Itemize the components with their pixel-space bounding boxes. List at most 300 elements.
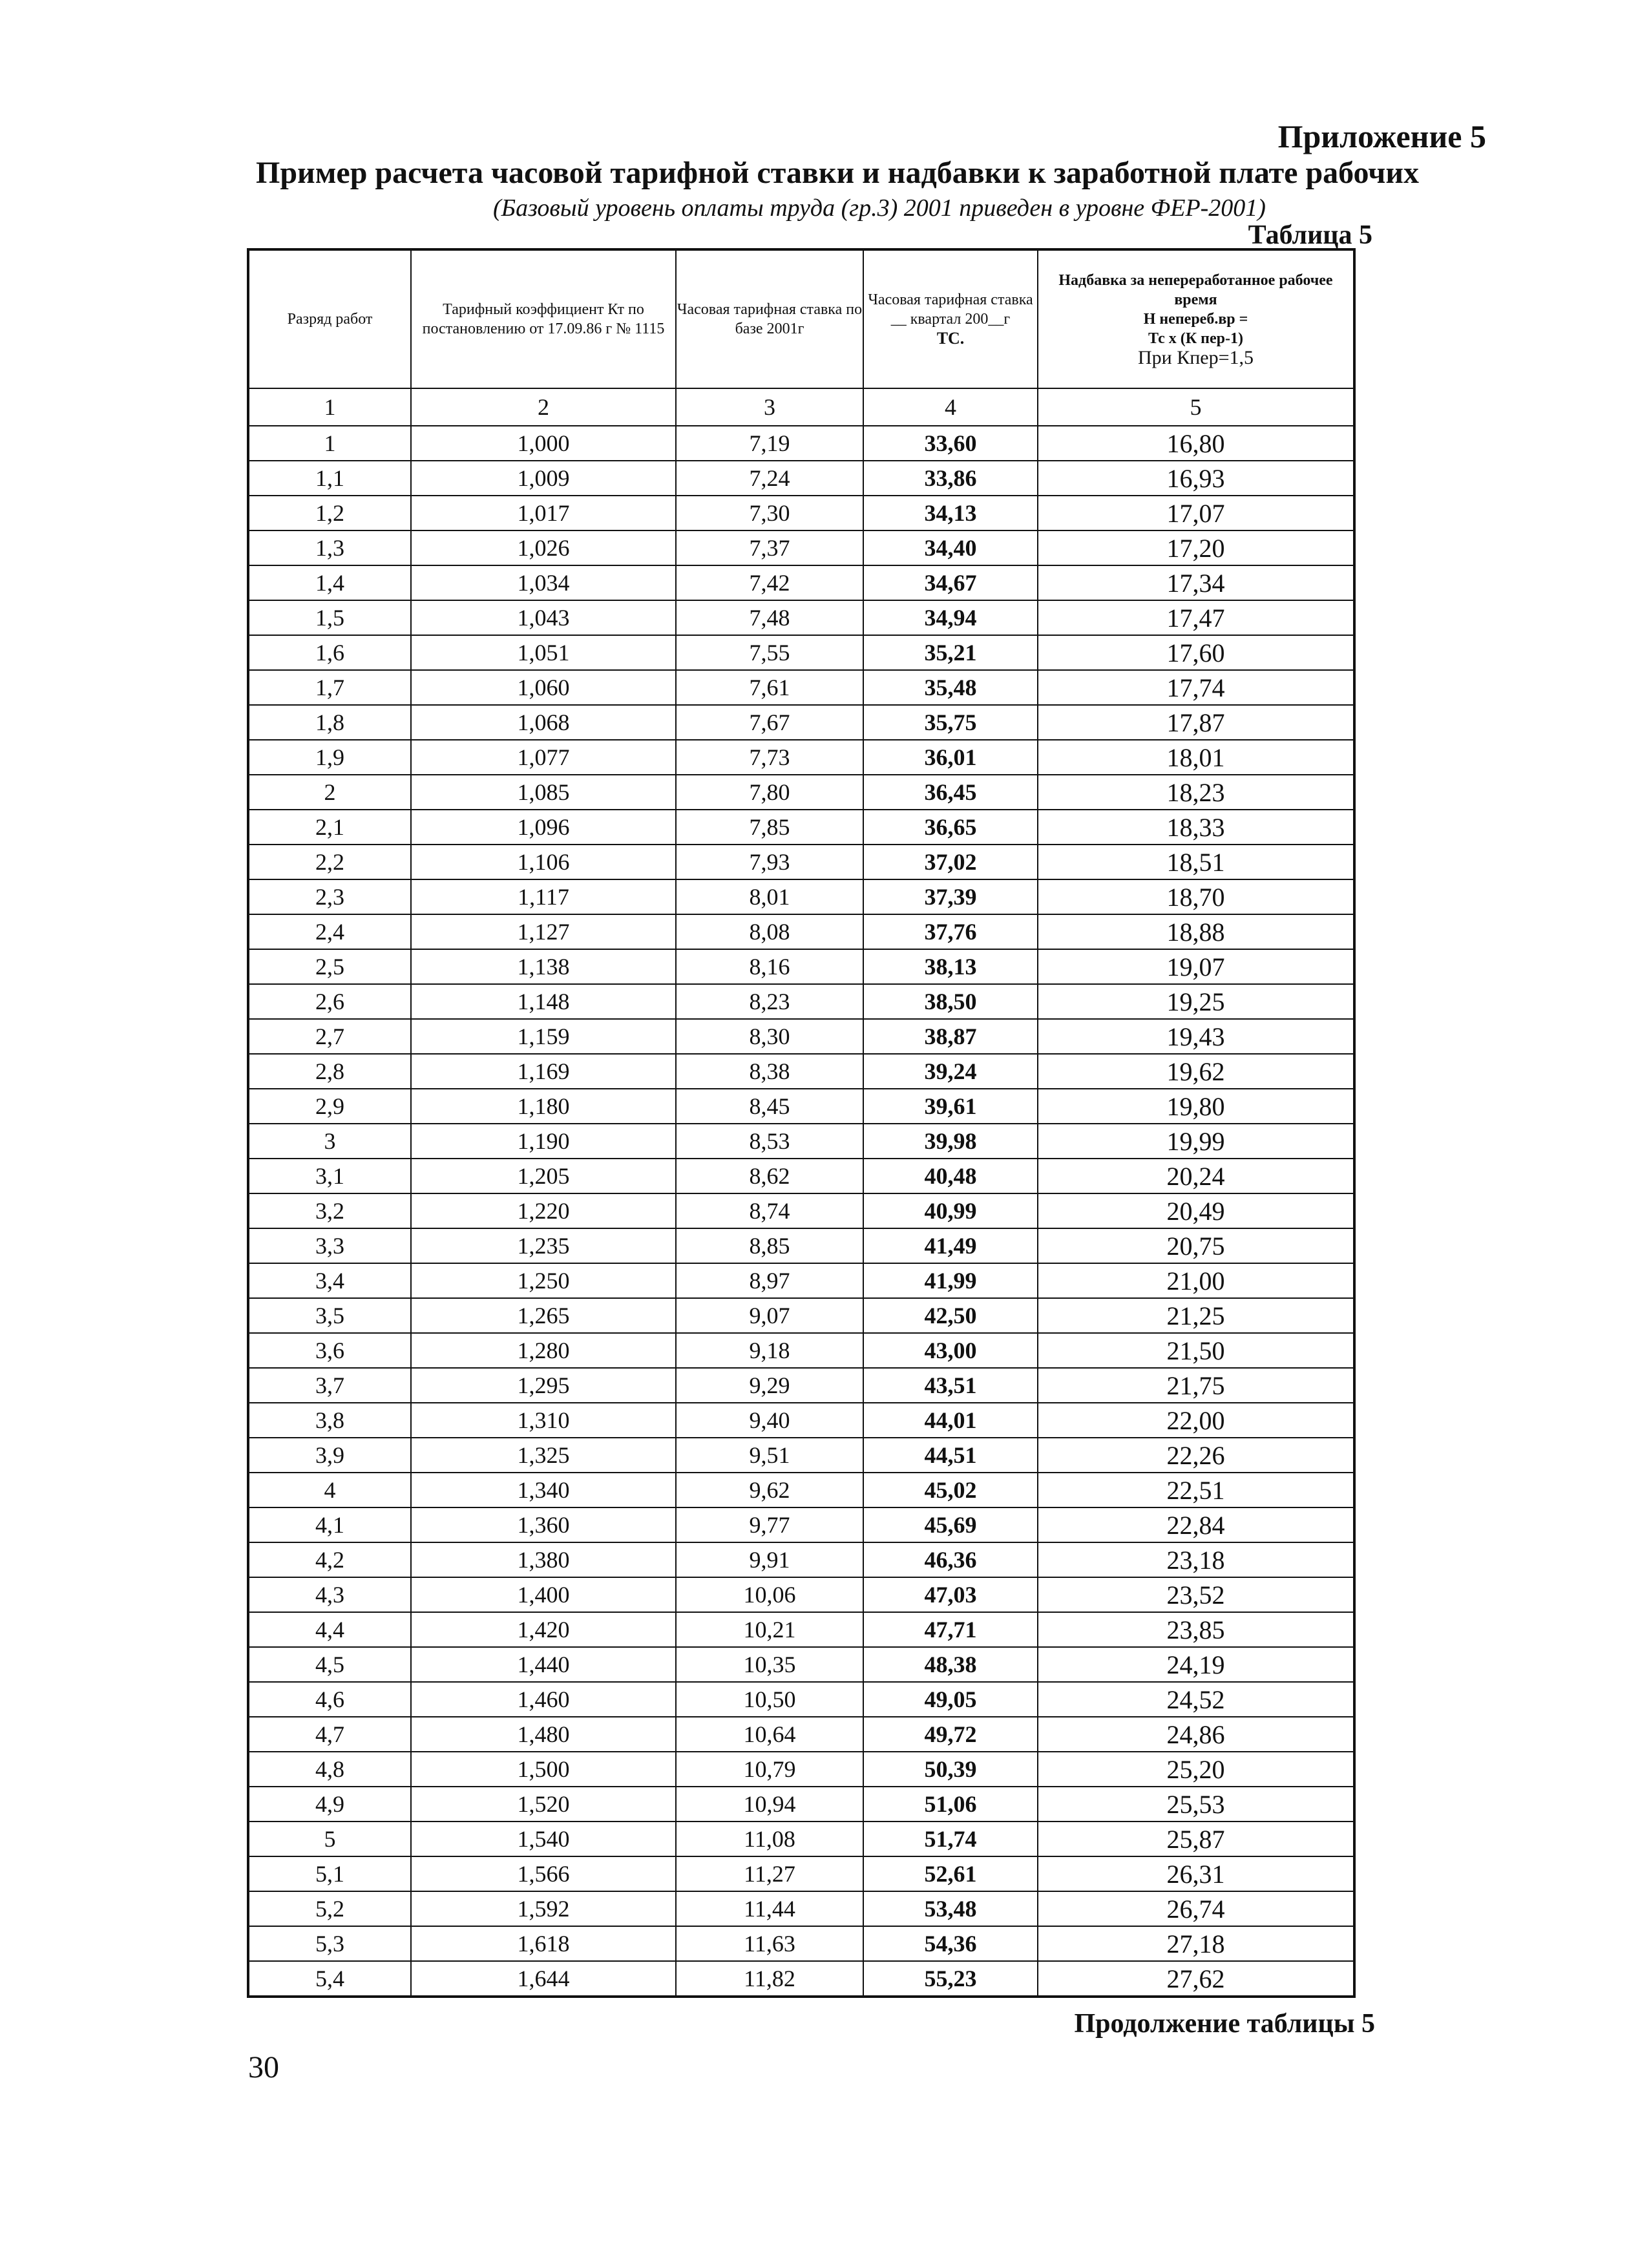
cell-grade: 3,6 <box>248 1333 411 1368</box>
cell-current-rate: 47,03 <box>863 1577 1038 1612</box>
cell-coefficient: 1,017 <box>411 496 676 530</box>
cell-coefficient: 1,043 <box>411 600 676 635</box>
cell-base-rate: 9,91 <box>676 1542 863 1577</box>
cell-current-rate: 38,13 <box>863 949 1038 984</box>
cell-base-rate: 7,19 <box>676 426 863 461</box>
cell-grade: 1,6 <box>248 635 411 670</box>
continuation-note: Продолжение таблицы 5 <box>1074 2009 1375 2039</box>
cell-allowance: 24,86 <box>1038 1717 1354 1752</box>
cell-coefficient: 1,250 <box>411 1263 676 1298</box>
cell-allowance: 16,80 <box>1038 426 1354 461</box>
cell-coefficient: 1,310 <box>411 1403 676 1438</box>
cell-base-rate: 9,40 <box>676 1403 863 1438</box>
cell-coefficient: 1,051 <box>411 635 676 670</box>
cell-current-rate: 38,50 <box>863 984 1038 1019</box>
table-row <box>248 1926 1354 1961</box>
cell-coefficient: 1,205 <box>411 1159 676 1193</box>
cell-coefficient: 1,644 <box>411 1961 676 1997</box>
column-number: 3 <box>676 388 863 426</box>
table-row <box>248 1717 1354 1752</box>
cell-grade: 2,2 <box>248 845 411 879</box>
cell-allowance: 24,52 <box>1038 1682 1354 1717</box>
cell-allowance: 23,52 <box>1038 1577 1354 1612</box>
cell-base-rate: 8,97 <box>676 1263 863 1298</box>
cell-base-rate: 10,06 <box>676 1577 863 1612</box>
cell-base-rate: 11,82 <box>676 1961 863 1997</box>
table-row <box>248 1438 1354 1473</box>
cell-current-rate: 39,61 <box>863 1089 1038 1124</box>
cell-coefficient: 1,592 <box>411 1891 676 1926</box>
cell-base-rate: 7,30 <box>676 496 863 530</box>
cell-coefficient: 1,265 <box>411 1298 676 1333</box>
cell-grade: 3,2 <box>248 1193 411 1228</box>
cell-current-rate: 36,01 <box>863 740 1038 775</box>
header-coefficient <box>411 249 676 388</box>
table-row <box>248 775 1354 810</box>
table-row <box>248 1822 1354 1856</box>
table-row <box>248 845 1354 879</box>
table-row <box>248 949 1354 984</box>
table-row <box>248 670 1354 705</box>
cell-grade: 4,9 <box>248 1787 411 1822</box>
cell-coefficient: 1,068 <box>411 705 676 740</box>
cell-grade: 3,8 <box>248 1403 411 1438</box>
cell-allowance: 17,60 <box>1038 635 1354 670</box>
cell-base-rate: 8,16 <box>676 949 863 984</box>
cell-allowance: 22,51 <box>1038 1473 1354 1507</box>
cell-allowance: 20,75 <box>1038 1228 1354 1263</box>
cell-coefficient: 1,096 <box>411 810 676 845</box>
cell-allowance: 27,18 <box>1038 1926 1354 1961</box>
cell-current-rate: 34,94 <box>863 600 1038 635</box>
cell-grade: 2,8 <box>248 1054 411 1089</box>
cell-allowance: 20,24 <box>1038 1159 1354 1193</box>
cell-allowance: 22,00 <box>1038 1403 1354 1438</box>
table-row <box>248 530 1354 565</box>
cell-current-rate: 40,48 <box>863 1159 1038 1193</box>
cell-coefficient: 1,077 <box>411 740 676 775</box>
cell-base-rate: 7,42 <box>676 565 863 600</box>
cell-grade: 5,4 <box>248 1961 411 1997</box>
table-row <box>248 1542 1354 1577</box>
cell-coefficient: 1,400 <box>411 1577 676 1612</box>
table-row <box>248 1612 1354 1647</box>
header-base-rate <box>676 249 863 388</box>
cell-current-rate: 41,99 <box>863 1263 1038 1298</box>
cell-allowance: 19,80 <box>1038 1089 1354 1124</box>
cell-base-rate: 9,77 <box>676 1507 863 1542</box>
cell-current-rate: 49,72 <box>863 1717 1038 1752</box>
table-row <box>248 1333 1354 1368</box>
header-current-rate <box>863 249 1038 388</box>
cell-coefficient: 1,280 <box>411 1333 676 1368</box>
cell-current-rate: 44,01 <box>863 1403 1038 1438</box>
cell-grade: 2,3 <box>248 879 411 914</box>
cell-grade: 3,3 <box>248 1228 411 1263</box>
cell-coefficient: 1,106 <box>411 845 676 879</box>
cell-allowance: 25,53 <box>1038 1787 1354 1822</box>
cell-coefficient: 1,180 <box>411 1089 676 1124</box>
cell-base-rate: 11,08 <box>676 1822 863 1856</box>
cell-coefficient: 1,520 <box>411 1787 676 1822</box>
page-title: Пример расчета часовой тарифной ставки и надбавки к заработной плате рабочих <box>256 156 1419 190</box>
table-row <box>248 810 1354 845</box>
cell-allowance: 23,85 <box>1038 1612 1354 1647</box>
cell-allowance: 25,20 <box>1038 1752 1354 1787</box>
cell-current-rate: 43,51 <box>863 1368 1038 1403</box>
cell-allowance: 17,47 <box>1038 600 1354 635</box>
cell-current-rate: 39,98 <box>863 1124 1038 1159</box>
cell-base-rate: 8,62 <box>676 1159 863 1193</box>
cell-grade: 4 <box>248 1473 411 1507</box>
cell-coefficient: 1,480 <box>411 1717 676 1752</box>
cell-allowance: 17,34 <box>1038 565 1354 600</box>
cell-grade: 5,2 <box>248 1891 411 1926</box>
cell-allowance: 18,70 <box>1038 879 1354 914</box>
table-row <box>248 1752 1354 1787</box>
cell-base-rate: 10,35 <box>676 1647 863 1682</box>
cell-grade: 5,1 <box>248 1856 411 1891</box>
cell-current-rate: 40,99 <box>863 1193 1038 1228</box>
cell-base-rate: 11,63 <box>676 1926 863 1961</box>
cell-current-rate: 36,45 <box>863 775 1038 810</box>
cell-base-rate: 10,50 <box>676 1682 863 1717</box>
cell-allowance: 20,49 <box>1038 1193 1354 1228</box>
cell-coefficient: 1,380 <box>411 1542 676 1577</box>
cell-current-rate: 45,02 <box>863 1473 1038 1507</box>
cell-base-rate: 7,37 <box>676 530 863 565</box>
header-current-rate-sub: ТС. <box>936 329 965 348</box>
cell-allowance: 21,75 <box>1038 1368 1354 1403</box>
cell-coefficient: 1,159 <box>411 1019 676 1054</box>
cell-coefficient: 1,127 <box>411 914 676 949</box>
table-header <box>248 249 1354 426</box>
table-label: Таблица 5 <box>1248 220 1372 250</box>
cell-coefficient: 1,235 <box>411 1228 676 1263</box>
cell-current-rate: 37,76 <box>863 914 1038 949</box>
cell-base-rate: 7,61 <box>676 670 863 705</box>
cell-grade: 4,6 <box>248 1682 411 1717</box>
table-row <box>248 461 1354 496</box>
cell-grade: 1,7 <box>248 670 411 705</box>
cell-base-rate: 7,85 <box>676 810 863 845</box>
table-row <box>248 1298 1354 1333</box>
column-number-row <box>248 388 1354 426</box>
table-row <box>248 1159 1354 1193</box>
column-number: 2 <box>411 388 676 426</box>
cell-base-rate: 9,18 <box>676 1333 863 1368</box>
cell-coefficient: 1,138 <box>411 949 676 984</box>
cell-current-rate: 39,24 <box>863 1054 1038 1089</box>
cell-grade: 2,7 <box>248 1019 411 1054</box>
cell-base-rate: 7,48 <box>676 600 863 635</box>
cell-grade: 2,1 <box>248 810 411 845</box>
cell-base-rate: 8,85 <box>676 1228 863 1263</box>
cell-allowance: 18,01 <box>1038 740 1354 775</box>
cell-coefficient: 1,190 <box>411 1124 676 1159</box>
table-row <box>248 740 1354 775</box>
table-row <box>248 1019 1354 1054</box>
cell-grade: 4,4 <box>248 1612 411 1647</box>
cell-allowance: 26,31 <box>1038 1856 1354 1891</box>
table-row <box>248 565 1354 600</box>
header-base-rate-label: Часовая тарифная ставка по базе 2001г <box>677 301 863 337</box>
cell-current-rate: 55,23 <box>863 1961 1038 1997</box>
cell-current-rate: 34,13 <box>863 496 1038 530</box>
cell-coefficient: 1,034 <box>411 565 676 600</box>
page-number: 30 <box>248 2050 279 2084</box>
cell-coefficient: 1,117 <box>411 879 676 914</box>
tariff-table <box>247 248 1356 1998</box>
cell-grade: 3 <box>248 1124 411 1159</box>
cell-allowance: 19,99 <box>1038 1124 1354 1159</box>
cell-coefficient: 1,148 <box>411 984 676 1019</box>
table-row <box>248 1124 1354 1159</box>
column-number: 5 <box>1038 388 1354 426</box>
cell-allowance: 17,74 <box>1038 670 1354 705</box>
cell-base-rate: 8,45 <box>676 1089 863 1124</box>
cell-coefficient: 1,000 <box>411 426 676 461</box>
cell-base-rate: 9,62 <box>676 1473 863 1507</box>
cell-grade: 4,3 <box>248 1577 411 1612</box>
cell-coefficient: 1,009 <box>411 461 676 496</box>
cell-coefficient: 1,540 <box>411 1822 676 1856</box>
table-row <box>248 1787 1354 1822</box>
table-row <box>248 1228 1354 1263</box>
table-row <box>248 1891 1354 1926</box>
table-row <box>248 635 1354 670</box>
cell-grade: 1,9 <box>248 740 411 775</box>
cell-grade: 3,1 <box>248 1159 411 1193</box>
cell-allowance: 25,87 <box>1038 1822 1354 1856</box>
cell-coefficient: 1,360 <box>411 1507 676 1542</box>
cell-current-rate: 34,67 <box>863 565 1038 600</box>
cell-grade: 1,4 <box>248 565 411 600</box>
cell-current-rate: 37,39 <box>863 879 1038 914</box>
cell-coefficient: 1,566 <box>411 1856 676 1891</box>
column-number: 4 <box>863 388 1038 426</box>
cell-base-rate: 9,29 <box>676 1368 863 1403</box>
cell-current-rate: 49,05 <box>863 1682 1038 1717</box>
cell-allowance: 19,07 <box>1038 949 1354 984</box>
header-allowance-formula-1: Н непереб.вр = <box>1143 311 1248 328</box>
cell-current-rate: 33,86 <box>863 461 1038 496</box>
header-grade <box>248 249 411 388</box>
cell-current-rate: 46,36 <box>863 1542 1038 1577</box>
cell-base-rate: 10,94 <box>676 1787 863 1822</box>
cell-allowance: 19,62 <box>1038 1054 1354 1089</box>
cell-base-rate: 7,55 <box>676 635 863 670</box>
cell-grade: 5,3 <box>248 1926 411 1961</box>
cell-grade: 4,5 <box>248 1647 411 1682</box>
cell-grade: 2,5 <box>248 949 411 984</box>
cell-current-rate: 54,36 <box>863 1926 1038 1961</box>
cell-allowance: 17,07 <box>1038 496 1354 530</box>
cell-allowance: 18,88 <box>1038 914 1354 949</box>
cell-allowance: 19,43 <box>1038 1019 1354 1054</box>
cell-grade: 1,3 <box>248 530 411 565</box>
cell-current-rate: 38,87 <box>863 1019 1038 1054</box>
cell-coefficient: 1,500 <box>411 1752 676 1787</box>
table-row <box>248 1473 1354 1507</box>
cell-grade: 3,7 <box>248 1368 411 1403</box>
cell-current-rate: 52,61 <box>863 1856 1038 1891</box>
cell-allowance: 26,74 <box>1038 1891 1354 1926</box>
cell-allowance: 18,33 <box>1038 810 1354 845</box>
table-row <box>248 1577 1354 1612</box>
header-allowance-formula-2: Тс х (К пер-1) <box>1148 330 1243 347</box>
cell-coefficient: 1,085 <box>411 775 676 810</box>
cell-base-rate: 8,08 <box>676 914 863 949</box>
table-row <box>248 600 1354 635</box>
cell-grade: 4,2 <box>248 1542 411 1577</box>
cell-allowance: 17,87 <box>1038 705 1354 740</box>
cell-coefficient: 1,340 <box>411 1473 676 1507</box>
cell-base-rate: 11,44 <box>676 1891 863 1926</box>
cell-grade: 1,2 <box>248 496 411 530</box>
cell-current-rate: 47,71 <box>863 1612 1038 1647</box>
cell-coefficient: 1,325 <box>411 1438 676 1473</box>
cell-grade: 4,1 <box>248 1507 411 1542</box>
cell-coefficient: 1,169 <box>411 1054 676 1089</box>
cell-base-rate: 11,27 <box>676 1856 863 1891</box>
cell-base-rate: 8,23 <box>676 984 863 1019</box>
cell-current-rate: 43,00 <box>863 1333 1038 1368</box>
cell-base-rate: 7,80 <box>676 775 863 810</box>
cell-grade: 2 <box>248 775 411 810</box>
cell-current-rate: 45,69 <box>863 1507 1038 1542</box>
cell-allowance: 16,93 <box>1038 461 1354 496</box>
header-allowance-label: Надбавка за непереработанное рабочее время <box>1058 272 1333 308</box>
cell-current-rate: 36,65 <box>863 810 1038 845</box>
header-grade-label: Разряд работ <box>287 311 373 328</box>
cell-current-rate: 37,02 <box>863 845 1038 879</box>
cell-current-rate: 44,51 <box>863 1438 1038 1473</box>
cell-allowance: 22,26 <box>1038 1438 1354 1473</box>
cell-current-rate: 33,60 <box>863 426 1038 461</box>
cell-base-rate: 7,67 <box>676 705 863 740</box>
header-current-rate-label: Часовая тарифная ставка __ квартал 200__г <box>868 291 1033 328</box>
cell-base-rate: 8,74 <box>676 1193 863 1228</box>
cell-grade: 1 <box>248 426 411 461</box>
cell-grade: 1,8 <box>248 705 411 740</box>
cell-current-rate: 34,40 <box>863 530 1038 565</box>
header-row <box>248 249 1354 388</box>
table-row <box>248 496 1354 530</box>
cell-current-rate: 48,38 <box>863 1647 1038 1682</box>
cell-allowance: 27,62 <box>1038 1961 1354 1997</box>
cell-allowance: 17,20 <box>1038 530 1354 565</box>
cell-coefficient: 1,295 <box>411 1368 676 1403</box>
table-row <box>248 1961 1354 1997</box>
table-row <box>248 1682 1354 1717</box>
table-row <box>248 1089 1354 1124</box>
cell-allowance: 18,51 <box>1038 845 1354 879</box>
cell-allowance: 21,50 <box>1038 1333 1354 1368</box>
cell-current-rate: 50,39 <box>863 1752 1038 1787</box>
cell-allowance: 23,18 <box>1038 1542 1354 1577</box>
cell-allowance: 21,00 <box>1038 1263 1354 1298</box>
cell-coefficient: 1,420 <box>411 1612 676 1647</box>
cell-grade: 5 <box>248 1822 411 1856</box>
cell-current-rate: 42,50 <box>863 1298 1038 1333</box>
table-row <box>248 984 1354 1019</box>
cell-grade: 1,5 <box>248 600 411 635</box>
cell-base-rate: 10,79 <box>676 1752 863 1787</box>
cell-grade: 3,5 <box>248 1298 411 1333</box>
table-row <box>248 1263 1354 1298</box>
cell-allowance: 24,19 <box>1038 1647 1354 1682</box>
cell-grade: 4,8 <box>248 1752 411 1787</box>
cell-grade: 1,1 <box>248 461 411 496</box>
cell-coefficient: 1,026 <box>411 530 676 565</box>
table-row <box>248 426 1354 461</box>
cell-current-rate: 35,75 <box>863 705 1038 740</box>
cell-coefficient: 1,060 <box>411 670 676 705</box>
cell-base-rate: 8,53 <box>676 1124 863 1159</box>
header-allowance-note: При Кпер=1,5 <box>1137 347 1254 368</box>
cell-base-rate: 8,38 <box>676 1054 863 1089</box>
table-row <box>248 1193 1354 1228</box>
table-row <box>248 1054 1354 1089</box>
cell-grade: 2,6 <box>248 984 411 1019</box>
cell-base-rate: 7,73 <box>676 740 863 775</box>
cell-coefficient: 1,220 <box>411 1193 676 1228</box>
column-number: 1 <box>248 388 411 426</box>
cell-base-rate: 10,21 <box>676 1612 863 1647</box>
cell-base-rate: 8,30 <box>676 1019 863 1054</box>
cell-coefficient: 1,618 <box>411 1926 676 1961</box>
cell-grade: 4,7 <box>248 1717 411 1752</box>
cell-current-rate: 35,48 <box>863 670 1038 705</box>
table-row <box>248 914 1354 949</box>
table-row <box>248 1856 1354 1891</box>
table-row <box>248 1368 1354 1403</box>
cell-current-rate: 51,06 <box>863 1787 1038 1822</box>
header-coefficient-label: Тарифный коэффициент Кт по постановлению от 17.09.86 г № 1115 <box>422 301 665 337</box>
header-allowance <box>1038 249 1354 388</box>
table-row <box>248 1403 1354 1438</box>
cell-allowance: 22,84 <box>1038 1507 1354 1542</box>
cell-current-rate: 53,48 <box>863 1891 1038 1926</box>
table-row <box>248 1647 1354 1682</box>
cell-allowance: 19,25 <box>1038 984 1354 1019</box>
cell-coefficient: 1,460 <box>411 1682 676 1717</box>
cell-allowance: 18,23 <box>1038 775 1354 810</box>
cell-base-rate: 7,24 <box>676 461 863 496</box>
cell-allowance: 21,25 <box>1038 1298 1354 1333</box>
cell-base-rate: 9,51 <box>676 1438 863 1473</box>
table-body <box>248 426 1354 1997</box>
cell-current-rate: 35,21 <box>863 635 1038 670</box>
cell-base-rate: 7,93 <box>676 845 863 879</box>
cell-base-rate: 10,64 <box>676 1717 863 1752</box>
cell-grade: 2,9 <box>248 1089 411 1124</box>
cell-coefficient: 1,440 <box>411 1647 676 1682</box>
cell-grade: 2,4 <box>248 914 411 949</box>
cell-current-rate: 41,49 <box>863 1228 1038 1263</box>
cell-grade: 3,4 <box>248 1263 411 1298</box>
table-row <box>248 1507 1354 1542</box>
cell-grade: 3,9 <box>248 1438 411 1473</box>
cell-base-rate: 9,07 <box>676 1298 863 1333</box>
appendix-label: Приложение 5 <box>1277 118 1486 154</box>
table-row <box>248 705 1354 740</box>
cell-base-rate: 8,01 <box>676 879 863 914</box>
page-subtitle: (Базовый уровень оплаты труда (гр.3) 2001 приведен в уровне ФЕР-2001) <box>493 194 1266 222</box>
table-row <box>248 879 1354 914</box>
cell-current-rate: 51,74 <box>863 1822 1038 1856</box>
